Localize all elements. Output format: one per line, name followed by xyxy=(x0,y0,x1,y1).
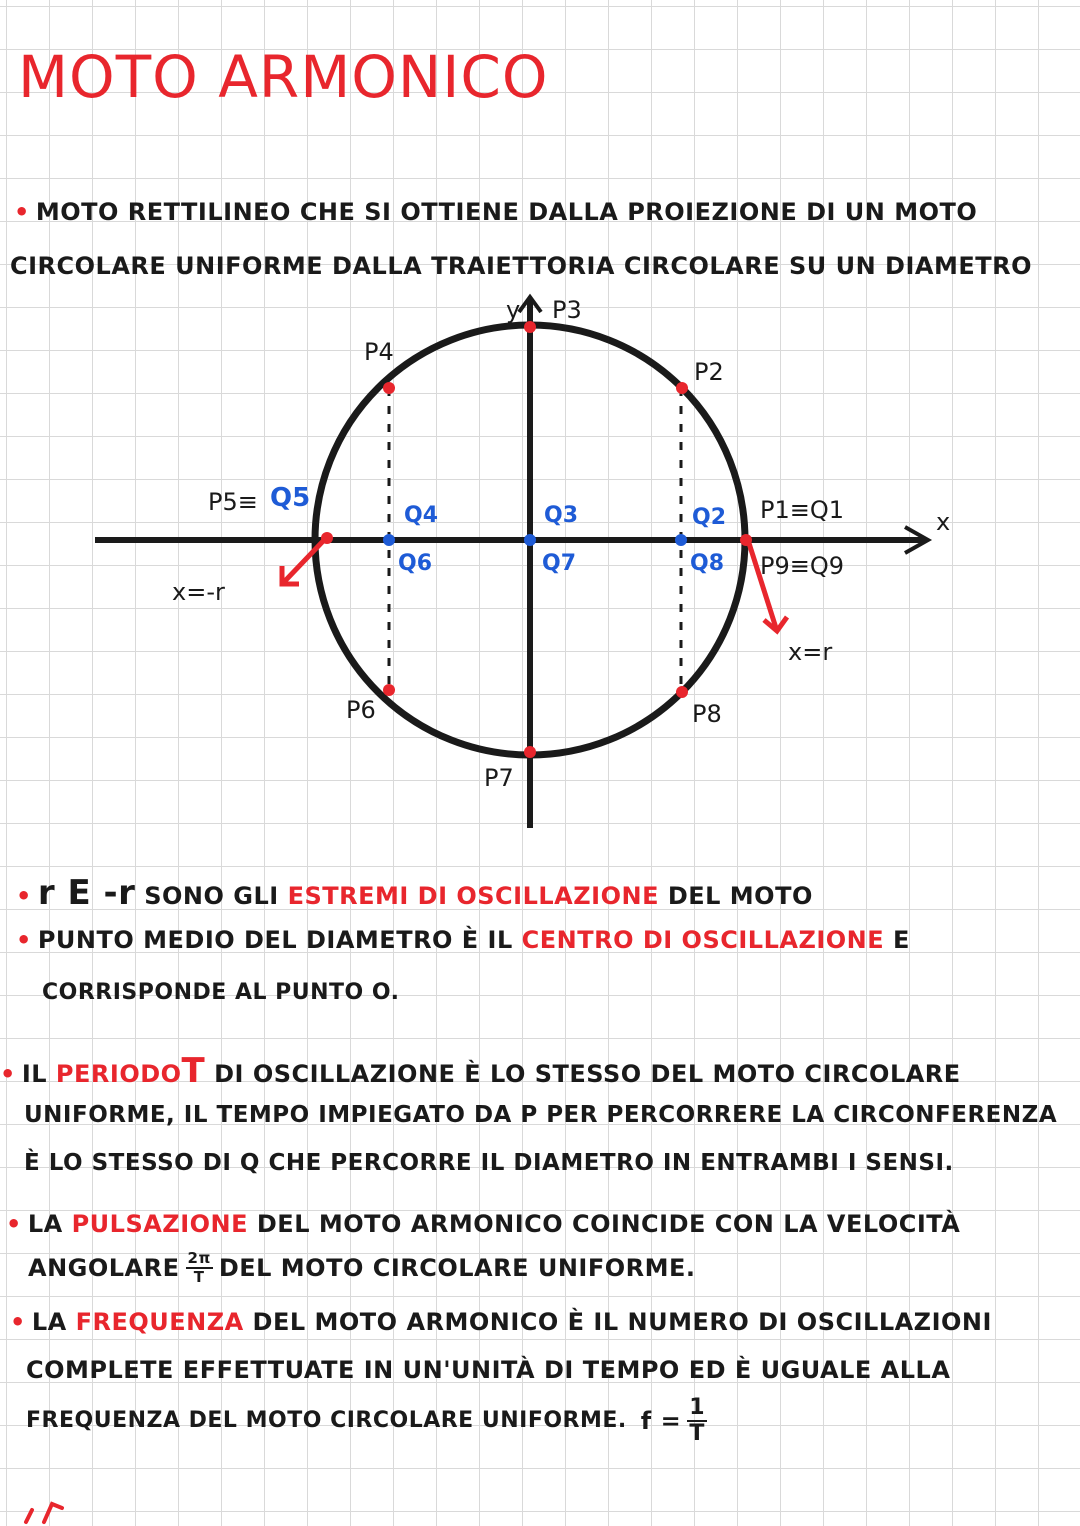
bullet-icon: • xyxy=(16,926,32,954)
point-q3-q7 xyxy=(524,534,536,546)
label-q2: Q2 xyxy=(692,505,727,530)
note-period-line-2: UNIFORME, IL TEMPO IMPIEGATO DA P PER PERCORRERE LA CIRCONFERENZA xyxy=(24,1102,1058,1128)
bullet-icon: • xyxy=(14,198,30,226)
label-p3: P3 xyxy=(552,296,582,324)
label-p7: P7 xyxy=(484,764,514,792)
point-p3 xyxy=(524,321,536,333)
label-p2: P2 xyxy=(694,358,724,386)
definition-line-1: • MOTO RETTILINEO CHE SI OTTIENE DALLA PROIEZIONE DI UN MOTO xyxy=(14,198,978,226)
bullet-icon: • xyxy=(10,1308,26,1336)
note-frequency-line-3: FREQUENZA DEL MOTO CIRCOLARE UNIFORME. f = $\frac{1}{T}$ xyxy=(26,1395,705,1447)
note-period-line-1: • IL PERIODOT DI OSCILLAZIONE È LO STESSO DEL MOTO CIRCOLARE xyxy=(0,1051,961,1091)
note-frequency-line-2: COMPLETE EFFETTUATE IN UN'UNITÀ DI TEMPO ED È UGUALE ALLA xyxy=(26,1356,951,1384)
label-q4: Q4 xyxy=(404,503,439,528)
label-p4: P4 xyxy=(364,338,394,366)
label-p1-q1: P1≡Q1 xyxy=(760,496,845,524)
bullet-icon: • xyxy=(6,1210,22,1238)
point-p8 xyxy=(676,686,688,698)
circle-projection-diagram xyxy=(0,290,1080,850)
note-pulsation-line-2: ANGOLARE $\frac{2\pi}{T}$ DEL MOTO CIRCOLARE UNIFORME. xyxy=(28,1249,696,1286)
x-axis-label: x xyxy=(936,508,951,536)
label-x-pos-r: x=r xyxy=(788,638,833,666)
note-center-line-2: CORRISPONDE AL PUNTO O. xyxy=(42,980,400,1005)
definition-line-2: CIRCOLARE UNIFORME DALLA TRAIETTORIA CIRCOLARE SU UN DIAMETRO xyxy=(10,252,1032,280)
point-p6 xyxy=(383,684,395,696)
point-p5 xyxy=(321,532,333,544)
point-p7 xyxy=(524,746,536,758)
bullet-icon: • xyxy=(16,882,32,910)
note-center-line-1: • PUNTO MEDIO DEL DIAMETRO È IL CENTRO DI OSCILLAZIONE E xyxy=(16,926,910,954)
point-p4 xyxy=(383,382,395,394)
label-q6: Q6 xyxy=(398,551,433,576)
y-axis-label: y xyxy=(506,296,521,324)
note-period-line-3: È LO STESSO DI Q CHE PERCORRE IL DIAMETRO IN ENTRAMBI I SENSI. xyxy=(24,1150,954,1176)
label-q3: Q3 xyxy=(544,503,579,528)
frequency-fraction: $\frac{1}{T}$ xyxy=(689,1395,705,1447)
point-p2 xyxy=(676,382,688,394)
label-q8: Q8 xyxy=(690,551,725,576)
label-p5: P5≡ xyxy=(208,488,258,516)
label-x-neg-r: x=-r xyxy=(172,578,225,606)
note-frequency-line-1: • LA FREQUENZA DEL MOTO ARMONICO È IL NUMERO DI OSCILLAZIONI xyxy=(10,1308,992,1336)
label-p9-q9: P9≡Q9 xyxy=(760,552,845,580)
point-q4-q6 xyxy=(383,534,395,546)
angular-velocity-fraction: $\frac{2\pi}{T}$ xyxy=(187,1249,211,1286)
point-p1 xyxy=(740,534,752,546)
label-p8: P8 xyxy=(692,700,722,728)
cutoff-red-stroke xyxy=(22,1500,82,1526)
bullet-icon: • xyxy=(0,1060,16,1088)
point-q2-q8 xyxy=(675,534,687,546)
label-p6: P6 xyxy=(346,696,376,724)
page-title: MOTO ARMONICO xyxy=(18,43,549,111)
label-q7: Q7 xyxy=(542,551,577,576)
label-q5: Q5 xyxy=(270,483,311,513)
note-extremes: • r E -r SONO GLI ESTREMI DI OSCILLAZIONE DEL MOTO xyxy=(16,873,813,913)
note-pulsation-line-1: • LA PULSAZIONE DEL MOTO ARMONICO COINCIDE CON LA VELOCITÀ xyxy=(6,1210,961,1238)
